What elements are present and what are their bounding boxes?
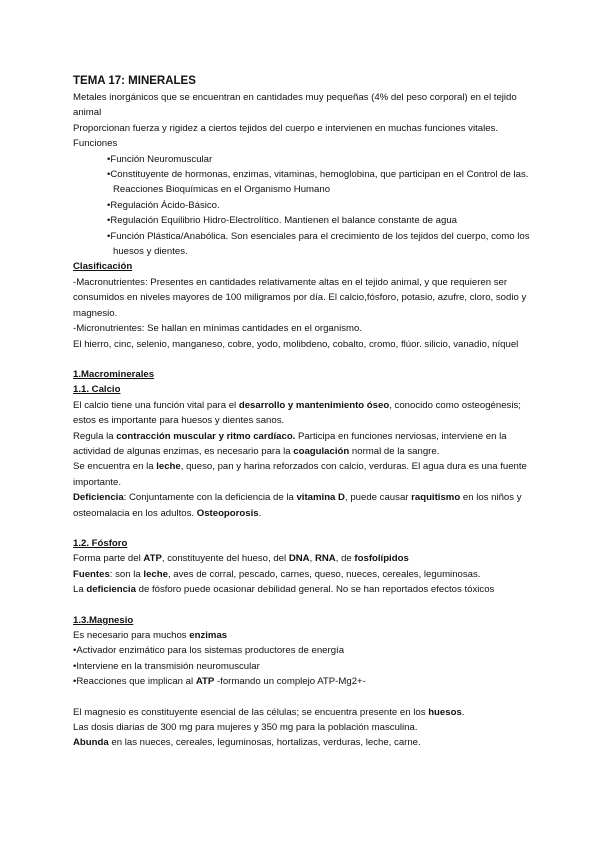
- text-run: , de: [335, 553, 355, 565]
- bold-term: vitamina D: [296, 492, 345, 504]
- calcio-paragraph-2: [73, 429, 533, 460]
- text-run: en los niños y osteomalacia en los adultos.: [73, 492, 522, 519]
- calcio-paragraph-4: [73, 490, 533, 521]
- magnesio-paragraph-3: [73, 720, 533, 735]
- text-run: normal de la sangre.: [349, 445, 440, 457]
- bold-term: RNA: [314, 553, 336, 565]
- calcio-paragraph-1: [73, 398, 533, 429]
- bold-term: huesos: [428, 706, 462, 718]
- text-run: Activador enzimático para los sistemas productores de energía: [76, 645, 345, 657]
- text-run: Participa en funciones nerviosas, interviene en la actividad de algunas enzimas, es necesario para la: [73, 430, 507, 457]
- fosforo-heading: 1.2. Fósforo: [73, 537, 128, 549]
- bold-term: desarrollo y mantenimiento óseo: [238, 399, 390, 411]
- text-run: , queso, pan y harina reforzados con calcio, verduras. El agua dura es una fuente importante.: [73, 461, 527, 488]
- bold-term: Fuentes: [73, 568, 110, 580]
- bold-term: raquitismo: [411, 492, 461, 504]
- magnesio-paragraph-1: [73, 628, 533, 643]
- fosforo-paragraph-3: [73, 582, 533, 597]
- text-run: ,: [309, 553, 315, 565]
- magnesio-list-item: [73, 659, 533, 674]
- text-run: El calcio tiene una función vital para el: [73, 399, 239, 411]
- bold-term: ATP: [195, 676, 215, 688]
- bold-term: Deficiencia: [73, 492, 124, 504]
- calcio-paragraph-3: [73, 459, 533, 490]
- micronutrientes-text: -Micronutrientes: Se hallan en mínimas cantidades en el organismo.: [73, 323, 363, 335]
- clasificacion-heading: Clasificación: [73, 261, 133, 273]
- text-run: Regula la: [73, 430, 117, 442]
- text-run: Se encuentra en la: [73, 461, 157, 473]
- bold-term: Osteoporosis: [196, 507, 259, 519]
- document-page: [73, 74, 533, 751]
- funcion-item: • Función Neuromuscular: [107, 152, 533, 167]
- text-run: , conocido como osteogénesis; estos es importante para huesos y dientes sanos.: [73, 399, 521, 427]
- text-run: en las nueces, cereales, leguminosas, hortalizas, verduras, leche, carne.: [108, 737, 421, 749]
- macronutrientes-text: -Macronutrientes: Presentes en cantidades relativamente altas en el tejido animal, y que requieren ser consumidos en niveles mayores de 100 miligramos por día. El calcio,fósforo, potasio, azufre, cloro, sodio y magnesio.: [73, 276, 527, 319]
- text-run: , constituyente del hueso, del: [161, 553, 289, 565]
- text-run: de fósforo puede ocasionar debilidad general. No se han reportados efectos tóxicos: [135, 584, 495, 596]
- bold-term: Abunda: [73, 737, 109, 749]
- bold-term: ATP: [143, 553, 162, 565]
- funciones-list: [73, 152, 533, 260]
- funcion-item: • Función Plástica/Anabólica. Son esenciales para el crecimiento de los tejidos del cuerpo, como los huesos y dientes.: [107, 229, 533, 260]
- text-run: Es necesario para muchos: [73, 630, 190, 641]
- intro-line-1: Metales inorgánicos que se encuentran en cantidades muy pequeñas (4% del peso corporal) en el tejido animal: [73, 92, 517, 119]
- funcion-item: • Regulación Ácido-Básico.: [107, 198, 533, 213]
- text-run: Las dosis diarias de 300 mg para mujeres y 350 mg para la población masculina.: [73, 722, 418, 734]
- bold-term: DNA: [288, 553, 310, 565]
- page-title: TEMA 17: MINERALES: [73, 75, 196, 87]
- calcio-heading: 1.1. Calcio: [73, 384, 121, 396]
- text-run: : son la: [109, 568, 144, 580]
- fosforo-paragraph-2: [73, 567, 533, 582]
- bold-term: contracción muscular y ritmo cardíaco.: [116, 430, 296, 442]
- text-run: Forma parte del: [73, 553, 144, 565]
- intro-line-2: Proporcionan fuerza y rigidez a ciertos tejidos del cuerpo e intervienen en muchas funciones vitales.: [73, 122, 499, 134]
- macrominerales-heading: 1.Macrominerales: [73, 368, 155, 380]
- funciones-label: Funciones: [73, 138, 118, 150]
- fosforo-paragraph-1: [73, 551, 533, 566]
- bold-term: coagulación: [293, 445, 350, 457]
- bold-term: deficiencia: [86, 584, 136, 596]
- magnesio-list: [73, 643, 533, 689]
- magnesio-paragraph-2: [73, 705, 533, 720]
- text-run: .: [258, 507, 262, 519]
- text-run: Interviene en la transmisión neuromuscular: [76, 660, 260, 672]
- bold-term: leche: [143, 568, 168, 580]
- text-run: , aves de corral, pescado, carnes, queso, nueces, cereales, leguminosas.: [167, 568, 481, 580]
- bold-term: fosfolípidos: [354, 553, 409, 565]
- magnesio-paragraph-4: [73, 735, 533, 750]
- funcion-item: • Constituyente de hormonas, enzimas, vitaminas, hemoglobina, que participan en el Control de las. Reacciones Bioquímicas en el Organismo Humano: [107, 167, 533, 198]
- text-run: El magnesio es constituyente esencial de las células; se encuentra presente en los: [73, 706, 429, 718]
- text-run: , puede causar: [345, 492, 412, 504]
- text-run: .: [461, 706, 465, 718]
- magnesio-heading: 1.3.Magnesio: [73, 614, 134, 626]
- text-run: -formando un complejo ATP-Mg2+-: [214, 676, 366, 688]
- bold-term: enzimas: [189, 630, 228, 641]
- bold-term: leche: [156, 461, 181, 473]
- text-run: La: [73, 584, 87, 596]
- magnesio-list-item: [73, 674, 533, 689]
- text-run: : Conjuntamente con la deficiencia de la: [123, 492, 297, 504]
- funcion-item: • Regulación Equilibrio Hidro-Electrolítico. Mantienen el balance constante de agua: [107, 213, 533, 228]
- magnesio-list-item: [73, 643, 533, 658]
- micronutrientes-list: El hierro, cinc, selenio, manganeso, cobre, yodo, molibdeno, cobalto, cromo, flúor. silicio, vanadio, níquel: [73, 338, 519, 350]
- text-run: Reacciones que implican al: [76, 676, 196, 688]
